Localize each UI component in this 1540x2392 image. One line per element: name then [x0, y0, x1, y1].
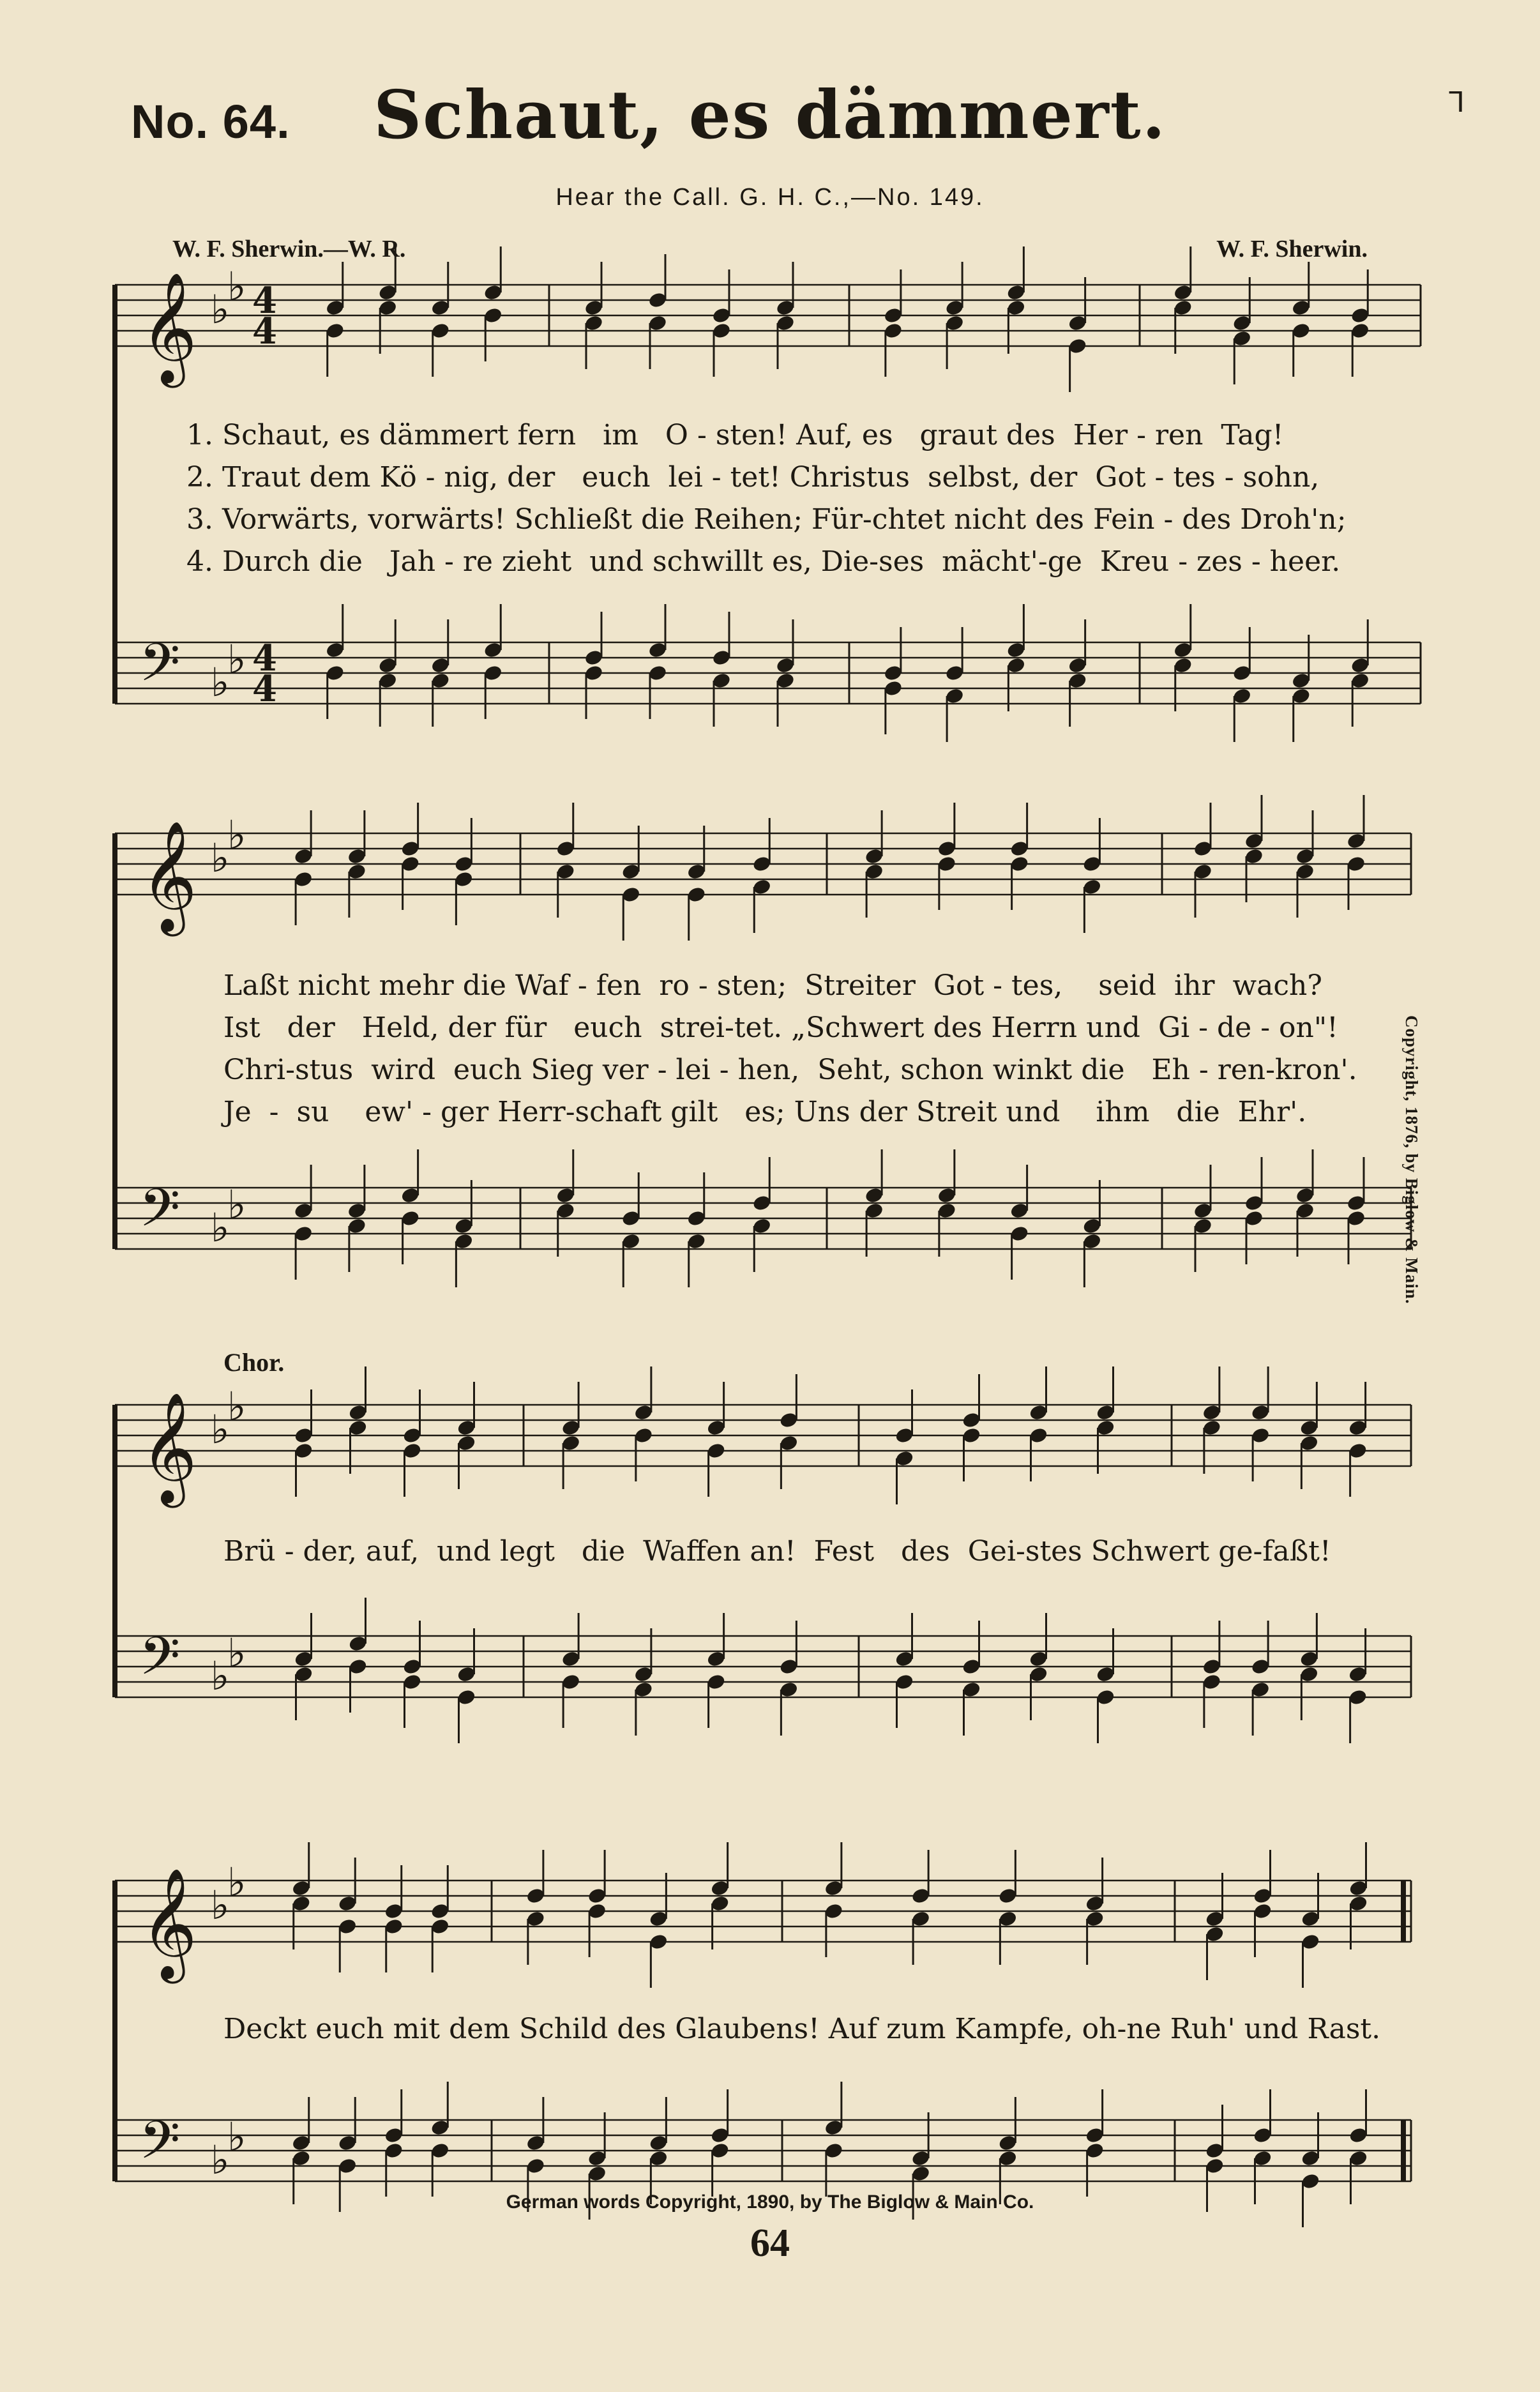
flat-sign: ♭ [211, 659, 230, 706]
flat-sign: ♭ [227, 1181, 246, 1228]
bass-clef: 𝄢 [139, 2109, 181, 2184]
treble-clef: 𝄞 [140, 1392, 197, 1503]
time-signature: 4 [252, 310, 277, 352]
flat-sign: ♭ [227, 1383, 246, 1430]
flat-sign: ♭ [227, 812, 246, 858]
tune-subtitle: Hear the Call. G. H. C.,—No. 149. [555, 184, 985, 211]
lyric-line: 2. Traut dem Kö - nig, der euch lei - tet! Christus selbst, der Got - tes - sohn, [186, 461, 1320, 494]
lyric-line: 3. Vorwärts, vorwärts! Schließt die Reihen; Für-chtet nicht des Fein - des Droh'n; [186, 503, 1347, 536]
music-credit: W. F. Sherwin. [1216, 236, 1368, 262]
hymn-number: No. 64. [131, 95, 291, 148]
flat-sign: ♭ [211, 835, 230, 881]
footer-copyright: German words Copyright, 1890, by The Biglow & Main Co. [506, 2191, 1034, 2213]
bass-clef: 𝄢 [139, 1625, 181, 1700]
flat-sign: ♭ [227, 636, 246, 683]
flat-sign: ♭ [227, 1630, 246, 1676]
lyric-line: Je - su ew' - ger Herr-schaft gilt es; Uns der Streit und ihm die Ehr'. [223, 1096, 1307, 1128]
flat-sign: ♭ [227, 2114, 246, 2160]
hymn-title: Schaut, es dämmert. [374, 75, 1166, 154]
time-signature: 4 [252, 668, 277, 710]
flat-sign: ♭ [211, 2137, 230, 2183]
flat-sign: ♭ [211, 1204, 230, 1251]
lyric-line: Chri-stus wird euch Sieg ver - lei - hen, Seht, schon winkt die Eh - ren-kron'. [223, 1054, 1357, 1086]
bass-clef: 𝄢 [139, 632, 181, 706]
time-signature: 4 [252, 637, 277, 679]
bass-clef: 𝄢 [139, 1177, 181, 1252]
treble-clef: 𝄞 [140, 1868, 197, 1979]
flat-sign: ♭ [211, 1882, 230, 1928]
lyric-line: 4. Durch die Jah - re zieht und schwillt es, Die-ses mächt'-ge Kreu - zes - heer. [186, 545, 1341, 578]
treble-clef: 𝄞 [140, 272, 197, 383]
lyric-line: Laßt nicht mehr die Waf - fen ro - sten; Streiter Got - tes, seid ihr wach? [223, 969, 1322, 1002]
words-credit: W. F. Sherwin.—W. R. [172, 236, 406, 262]
chorus-label: Chor. [223, 1348, 285, 1377]
lyric-line: 1. Schaut, es dämmert fern im O - sten! Auf, es graut des Her - ren Tag! [186, 419, 1284, 451]
flat-sign: ♭ [211, 1653, 230, 1699]
flat-sign: ♭ [227, 1859, 246, 1905]
treble-clef: 𝄞 [140, 821, 197, 932]
corner-mark: ᒣ [1447, 86, 1465, 119]
flat-sign: ♭ [227, 263, 246, 310]
lyric-line: Brü - der, auf, und legt die Waffen an! Fest des Gei-stes Schwert ge-faßt! [223, 1535, 1331, 1568]
time-signature: 4 [252, 280, 277, 322]
page-number: 64 [750, 2222, 790, 2265]
lyric-line: Deckt euch mit dem Schild des Glaubens! Auf zum Kampfe, oh-ne Ruh' und Rast. [223, 2013, 1381, 2045]
flat-sign: ♭ [211, 286, 230, 333]
flat-sign: ♭ [211, 1406, 230, 1453]
side-copyright: Copyright, 1876, by Biglow & Main. [1402, 1015, 1421, 1305]
lyric-line: Ist der Held, der für euch strei-tet. „Schwert des Herrn und Gi - de - on"! [223, 1011, 1338, 1044]
